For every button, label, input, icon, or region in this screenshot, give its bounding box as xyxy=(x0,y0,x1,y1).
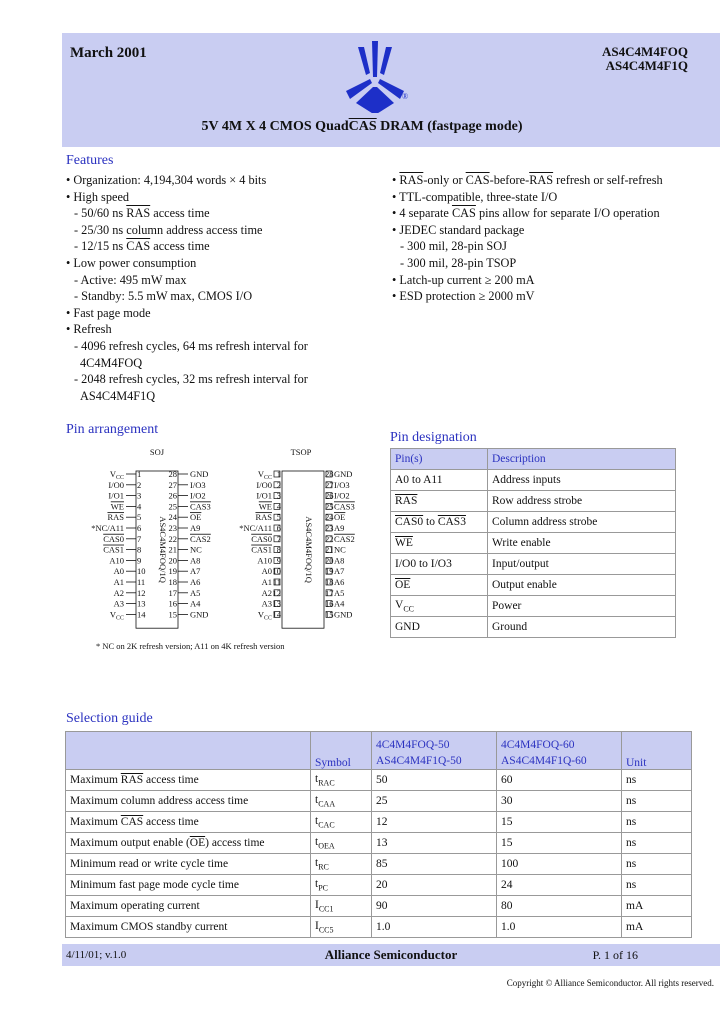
feature-item: - 300 mil, 28-pin TSOP xyxy=(400,255,517,270)
col-header-symbol: Symbol xyxy=(311,732,372,770)
feature-item: • 4 separate $\overline{CAS}$ pins allow for separate I/O operation xyxy=(392,206,660,221)
feature-item: - Standby: 5.5 mW max, CMOS I/O xyxy=(74,289,253,304)
feature-item: - 2048 refresh cycles, 32 ms refresh interval for xyxy=(74,372,308,387)
publication-date: March 2001 xyxy=(70,45,147,61)
pin-number: 26 xyxy=(325,490,334,501)
unit-cell: ns xyxy=(622,812,692,833)
features-heading: Features xyxy=(66,153,114,168)
pin-number: 23 xyxy=(325,523,334,533)
pin-number: 4 xyxy=(276,501,281,512)
pin-number: 1 xyxy=(137,469,142,479)
value-60-cell: 80 xyxy=(497,896,622,917)
unit-cell: ns xyxy=(622,875,692,896)
table-row xyxy=(66,917,692,938)
value-60-cell: 30 xyxy=(497,791,622,812)
value-50-cell: 20 xyxy=(372,875,497,896)
pin-number: 3 xyxy=(276,490,281,501)
pin-label: A8 xyxy=(334,555,345,566)
pin-number: 12 xyxy=(137,587,146,598)
pin-number: 3 xyxy=(137,490,142,501)
description-cell: Write enable xyxy=(488,533,676,554)
pin-number: 2 xyxy=(276,479,281,490)
pin-arrangement-diagram xyxy=(60,443,370,655)
col-header-60: 4C4M4FOQ-60 AS4C4M4F1Q-60 xyxy=(497,732,622,770)
pin-number: 5 xyxy=(137,512,142,523)
pin-number: 8 xyxy=(137,544,142,555)
pin-number: 17 xyxy=(325,587,334,598)
pin-number: 16 xyxy=(168,598,177,609)
value-50-cell: 25 xyxy=(372,791,497,812)
pin-number: 9 xyxy=(276,555,281,566)
description-cell: Input/output xyxy=(488,554,676,575)
chip-label: AS4C4M4FOQ/1Q xyxy=(158,516,168,583)
value-60-cell: 1.0 xyxy=(497,917,622,938)
col-header-unit: Unit xyxy=(622,732,692,770)
pin-number: 13 xyxy=(272,598,281,609)
table-row xyxy=(391,470,676,491)
feature-item: - 300 mil, 28-pin SOJ xyxy=(400,239,507,254)
pin-label: I/O0 xyxy=(256,479,272,490)
value-50-cell: 1.0 xyxy=(372,917,497,938)
col-header-parameter xyxy=(66,732,311,770)
pin-label: CAS1 xyxy=(103,544,124,555)
pin-label: A2 xyxy=(113,587,124,598)
pin-label: WE xyxy=(258,501,272,512)
unit-cell: ns xyxy=(622,854,692,875)
company-name: Alliance Semiconductor xyxy=(324,947,458,962)
copyright-notice: Copyright © Alliance Semiconductor. All rights reserved. xyxy=(506,978,714,988)
pin-label: A10 xyxy=(257,555,272,566)
pin-number: 6 xyxy=(276,523,281,533)
pin-label: I/O1 xyxy=(256,490,272,501)
pin-number: 27 xyxy=(168,479,177,490)
pin-label: GND xyxy=(334,469,353,479)
feature-item: - 4096 refresh cycles, 64 ms refresh interval for xyxy=(74,338,308,353)
description-cell: Column address strobe xyxy=(488,512,676,533)
pin-cell: GND xyxy=(391,617,488,638)
pin-label: A4 xyxy=(334,598,345,609)
revision-date: 4/11/01; v.1.0 xyxy=(66,949,127,961)
table-row xyxy=(391,533,676,554)
feature-item: • TTL-compatible, three-state I/O xyxy=(392,189,558,204)
parameter-cell: Maximum $\overline{CAS}$ access time xyxy=(66,812,311,833)
pin-label: *NC/A11 xyxy=(91,523,124,533)
value-60-cell: 15 xyxy=(497,833,622,854)
value-50-cell: 90 xyxy=(372,896,497,917)
pin-number: 4 xyxy=(137,501,142,512)
table-row xyxy=(391,575,676,596)
pin-label: I/O3 xyxy=(334,479,350,490)
part-numbers xyxy=(602,45,688,73)
pin-number: 1 xyxy=(276,469,281,479)
tsop-label: TSOP xyxy=(290,447,312,457)
pin-label: A7 xyxy=(190,566,201,577)
soj-label: SOJ xyxy=(149,447,165,457)
description-cell: Address inputs xyxy=(488,470,676,491)
page-number: P. 1 of 16 xyxy=(592,948,638,962)
pin-number: 5 xyxy=(276,512,281,523)
parameter-cell: Maximum output enable $(\overline{OE})$ access time xyxy=(66,833,311,854)
table-row xyxy=(66,812,692,833)
value-50-cell: 85 xyxy=(372,854,497,875)
value-60-cell: 100 xyxy=(497,854,622,875)
pin-number: 20 xyxy=(168,555,177,566)
symbol-cell: $I_{CC1}$ xyxy=(311,896,372,917)
pin-label: I/O3 xyxy=(190,479,206,490)
col-header-50: 4C4M4FOQ-50 AS4C4M4F1Q-50 xyxy=(372,732,497,770)
pin-label: I/O2 xyxy=(334,490,350,501)
pin-number: 21 xyxy=(325,544,334,555)
table-row xyxy=(391,491,676,512)
parameter-cell: Maximum CMOS standby current xyxy=(66,917,311,938)
pin-number: 25 xyxy=(325,501,334,512)
alliance-logo-icon xyxy=(340,41,410,113)
header-band xyxy=(62,33,720,147)
pin-number: 18 xyxy=(325,577,334,587)
unit-cell: ns xyxy=(622,770,692,791)
table-row xyxy=(66,791,692,812)
pin-number: 24 xyxy=(325,512,334,523)
pin-number: 9 xyxy=(137,555,142,566)
pin-label: I/O2 xyxy=(190,490,206,501)
pin-number: 15 xyxy=(168,609,177,620)
description-cell: Output enable xyxy=(488,575,676,596)
pin-label: A3 xyxy=(113,598,124,609)
table-header-row xyxy=(66,732,692,770)
pin-cell: $V_{CC}$ xyxy=(391,596,488,617)
pin-label: CAS3 xyxy=(334,501,355,512)
pin-number: 27 xyxy=(325,479,334,490)
pin-number: 17 xyxy=(168,587,177,598)
pin-cell: I/O0 to I/O3 xyxy=(391,554,488,575)
feature-item: • Refresh xyxy=(66,322,112,337)
pin-number: 8 xyxy=(276,544,281,555)
footer-bar xyxy=(62,944,720,966)
pin-label: A2 xyxy=(261,587,272,598)
pin-number: 6 xyxy=(137,523,142,533)
pin-label: NC xyxy=(334,544,346,555)
selection-guide-table xyxy=(65,731,692,938)
pin-label: I/O1 xyxy=(108,490,124,501)
pin-cell: CAS0 to CAS3 xyxy=(391,512,488,533)
symbol-cell: $t_{PC}$ xyxy=(311,875,372,896)
feature-item: - 25/30 ns column address access time xyxy=(74,222,263,237)
pin-designation-table xyxy=(390,448,676,638)
pin-number: 14 xyxy=(272,609,281,620)
pin-label: I/O0 xyxy=(108,479,124,490)
feature-item: • Fast page mode xyxy=(66,305,151,320)
pin-label: A0 xyxy=(113,566,124,577)
value-60-cell: 15 xyxy=(497,812,622,833)
table-row xyxy=(66,896,692,917)
pin-number: 16 xyxy=(325,598,334,609)
table-row xyxy=(66,770,692,791)
pin-cell: $\overline{RAS}$ xyxy=(391,491,488,512)
feature-item: 4C4M4FOQ xyxy=(80,355,143,370)
pin-label: A9 xyxy=(334,523,345,533)
pin-label: GND xyxy=(190,469,209,479)
pin-label: $V_{CC}$ xyxy=(257,469,272,481)
pin-label: RAS xyxy=(107,512,124,523)
pin-label: A5 xyxy=(334,587,345,598)
pin-number: 10 xyxy=(137,566,146,577)
pin-label: A0 xyxy=(261,566,272,577)
value-60-cell: 24 xyxy=(497,875,622,896)
feature-item: • Organization: 4,194,304 words × 4 bits xyxy=(66,173,267,187)
document-title: 5V 4M X 4 CMOS $Quad\overline{CAS}$ DRAM (fastpage mode) xyxy=(201,119,523,134)
pin-label: A1 xyxy=(113,577,124,587)
symbol-cell: $t_{RAC}$ xyxy=(311,770,372,791)
pin-label: A7 xyxy=(334,566,345,577)
pin-label: $V_{CC}$ xyxy=(109,609,124,622)
symbol-cell: $t_{CAA}$ xyxy=(311,791,372,812)
pin-label: CAS3 xyxy=(190,501,211,512)
table-row xyxy=(391,596,676,617)
parameter-cell: Minimum read or write cycle time xyxy=(66,854,311,875)
description-cell: Ground xyxy=(488,617,676,638)
pin-number: 7 xyxy=(137,533,142,544)
pin-number: 15 xyxy=(325,609,334,620)
pin-number: 21 xyxy=(168,544,177,555)
pin-number: 25 xyxy=(168,501,177,512)
pin-number: 2 xyxy=(137,479,142,490)
pin-label: A9 xyxy=(190,523,201,533)
pin-label: A8 xyxy=(190,555,201,566)
pin-label: *NC/A11 xyxy=(239,523,272,533)
value-50-cell: 12 xyxy=(372,812,497,833)
pin-number: 18 xyxy=(168,577,177,587)
features-right-list xyxy=(392,172,663,305)
pin-number: 19 xyxy=(168,566,177,577)
feature-item: - Active: 495 mW max xyxy=(74,272,187,287)
pin-number: 23 xyxy=(168,523,177,533)
pin-label: CAS0 xyxy=(103,533,124,544)
pin-footnote: * NC on 2K refresh version; A11 on 4K refresh version xyxy=(96,641,285,651)
pin-number: 12 xyxy=(272,587,281,598)
value-60-cell: 60 xyxy=(497,770,622,791)
feature-item: • High speed xyxy=(66,189,130,204)
col-header-description: Description xyxy=(488,449,676,470)
pin-label: A1 xyxy=(261,577,272,587)
pin-label: OE xyxy=(190,512,202,523)
pin-label: A5 xyxy=(190,587,201,598)
table-row xyxy=(391,512,676,533)
pin-label: CAS2 xyxy=(190,533,211,544)
table-row xyxy=(391,554,676,575)
pin-label: A10 xyxy=(109,555,124,566)
description-cell: Row address strobe xyxy=(488,491,676,512)
chip-label: AS4C4M4FOQ/1Q xyxy=(304,516,314,583)
symbol-cell: $t_{CAC}$ xyxy=(311,812,372,833)
unit-cell: mA xyxy=(622,917,692,938)
pin-label: A6 xyxy=(334,577,345,587)
unit-cell: ns xyxy=(622,791,692,812)
symbol-cell: $t_{RC}$ xyxy=(311,854,372,875)
pin-number: 28 xyxy=(325,469,334,479)
parameter-cell: Maximum operating current xyxy=(66,896,311,917)
pin-label: A3 xyxy=(261,598,272,609)
feature-item: AS4C4M4F1Q xyxy=(80,388,156,403)
col-header-pins: Pin(s) xyxy=(391,449,488,470)
unit-cell: ns xyxy=(622,833,692,854)
symbol-cell: $I_{CC5}$ xyxy=(311,917,372,938)
pin-number: 22 xyxy=(325,533,334,544)
pin-label: $V_{CC}$ xyxy=(109,469,124,481)
feature-item: • Latch-up current ≥ 200 mA xyxy=(392,272,535,287)
features-left-list xyxy=(66,172,308,404)
table-row xyxy=(391,617,676,638)
table-row xyxy=(66,854,692,875)
feature-item: • JEDEC standard package xyxy=(392,222,525,237)
parameter-cell: Maximum column address access time xyxy=(66,791,311,812)
value-50-cell: 13 xyxy=(372,833,497,854)
pin-cell: $\overline{OE}$ xyxy=(391,575,488,596)
pin-label: A6 xyxy=(190,577,201,587)
pin-number: 11 xyxy=(272,577,281,587)
unit-cell: mA xyxy=(622,896,692,917)
pin-label: GND xyxy=(334,609,353,620)
pin-cell: A0 to A11 xyxy=(391,470,488,491)
pin-label: A4 xyxy=(190,598,201,609)
pin-label: CAS1 xyxy=(251,544,272,555)
pin-number: 24 xyxy=(168,512,177,523)
pin-number: 10 xyxy=(272,566,281,577)
part-number: AS4C4M4F1Q xyxy=(605,58,688,73)
pin-arrangement-heading: Pin arrangement xyxy=(66,422,159,437)
part-number: AS4C4M4FOQ xyxy=(602,44,688,59)
pin-number: 20 xyxy=(325,555,334,566)
pin-number: 11 xyxy=(137,577,146,587)
chip-body xyxy=(282,471,324,628)
value-50-cell: 50 xyxy=(372,770,497,791)
pin-label: OE xyxy=(334,512,346,523)
pin-label: CAS0 xyxy=(251,533,272,544)
pin-number: 13 xyxy=(137,598,146,609)
pin-cell: $\overline{WE}$ xyxy=(391,533,488,554)
feature-item: • $\overline{RAS}$-only or $\overline{CAS}-before-\overline{RAS}$ refresh or self-refresh xyxy=(392,173,663,187)
pin-number: 14 xyxy=(137,609,146,620)
pin-number: 22 xyxy=(168,533,177,544)
selection-guide-heading: Selection guide xyxy=(66,711,153,726)
pin-number: 28 xyxy=(168,469,177,479)
pin-number: 7 xyxy=(276,533,281,544)
feature-item: - 50/60 ns $\overline{RAS}$ access time xyxy=(74,206,210,221)
table-header-row xyxy=(391,449,676,470)
feature-item: - 12/15 ns $\overline{CAS}$ access time xyxy=(74,239,210,254)
pin-label: NC xyxy=(190,544,202,555)
feature-item: • Low power consumption xyxy=(66,255,197,270)
table-row xyxy=(66,833,692,854)
description-cell: Power xyxy=(488,596,676,617)
registered-mark: ® xyxy=(402,92,409,101)
table-row xyxy=(66,875,692,896)
feature-item: • ESD protection ≥ 2000 mV xyxy=(392,289,535,304)
symbol-cell: $t_{OEA}$ xyxy=(311,833,372,854)
pin-designation-heading: Pin designation xyxy=(390,430,477,445)
pin-label: WE xyxy=(110,501,124,512)
pin-label: CAS2 xyxy=(334,533,355,544)
pin-label: GND xyxy=(190,609,209,620)
parameter-cell: Maximum $\overline{RAS}$ access time xyxy=(66,770,311,791)
pin-label: $V_{CC}$ xyxy=(257,609,272,622)
pin-number: 26 xyxy=(168,490,177,501)
pin-label: RAS xyxy=(255,512,272,523)
pin-number: 19 xyxy=(325,566,334,577)
parameter-cell: Minimum fast page mode cycle time xyxy=(66,875,311,896)
